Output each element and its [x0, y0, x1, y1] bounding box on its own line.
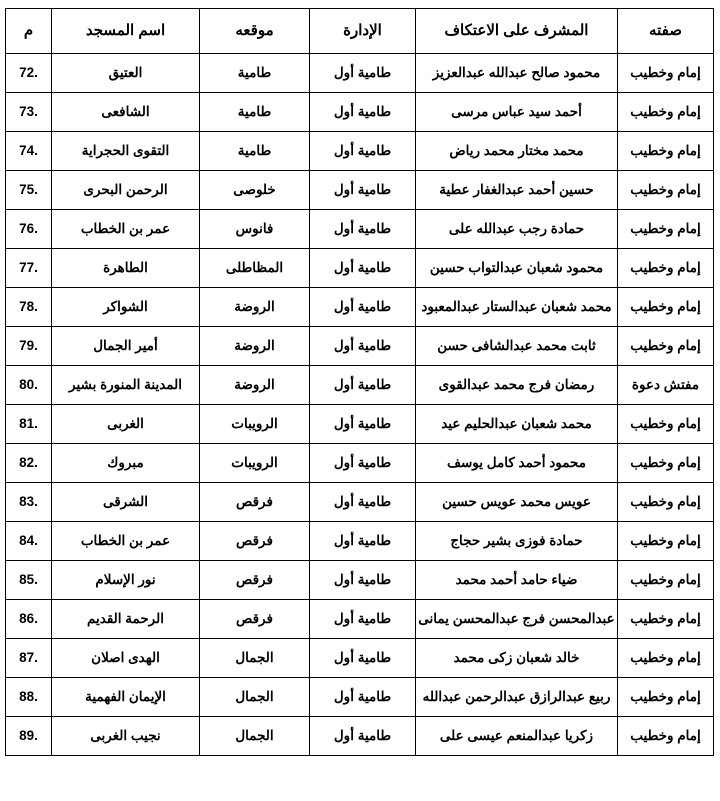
cell-supervisor: ربيع عبدالرازق عبدالرحمن عبدالله [416, 678, 618, 717]
cell-administration: طامية أول [310, 405, 416, 444]
cell-location: طامية [200, 93, 310, 132]
cell-mosque-name: نجيب الغربى [52, 717, 200, 756]
cell-supervisor: محمد مختار محمد رياض [416, 132, 618, 171]
cell-supervisor: أحمد سيد عباس مرسى [416, 93, 618, 132]
cell-location: فرقص [200, 600, 310, 639]
cell-mosque-name: الهدى اصلان [52, 639, 200, 678]
cell-supervisor: رمضان فرج محمد عبدالقوى [416, 366, 618, 405]
table-row [6, 600, 714, 639]
cell-serial: 78. [6, 288, 52, 327]
table-row [6, 522, 714, 561]
table-row [6, 639, 714, 678]
cell-serial: 89. [6, 717, 52, 756]
cell-capacity: إمام وخطيب [618, 249, 714, 288]
cell-mosque-name: عمر بن الخطاب [52, 522, 200, 561]
cell-mosque-name: الرحمن البحرى [52, 171, 200, 210]
cell-mosque-name: الغربى [52, 405, 200, 444]
cell-serial: 74. [6, 132, 52, 171]
cell-serial: 82. [6, 444, 52, 483]
cell-administration: طامية أول [310, 522, 416, 561]
table-header-row [6, 9, 714, 54]
cell-supervisor: محمود صالح عبدالله عبدالعزيز [416, 54, 618, 93]
cell-location: طامية [200, 132, 310, 171]
cell-capacity: إمام وخطيب [618, 444, 714, 483]
cell-location: خلوصى [200, 171, 310, 210]
cell-capacity: إمام وخطيب [618, 639, 714, 678]
cell-supervisor: محمد شعبان عبدالستار عبدالمعبود [416, 288, 618, 327]
cell-supervisor: محمود شعبان عبدالتواب حسين [416, 249, 618, 288]
cell-administration: طامية أول [310, 600, 416, 639]
cell-administration: طامية أول [310, 639, 416, 678]
cell-serial: 73. [6, 93, 52, 132]
cell-capacity: إمام وخطيب [618, 210, 714, 249]
cell-location: الجمال [200, 678, 310, 717]
table-row [6, 132, 714, 171]
table-row [6, 171, 714, 210]
column-header-administration: الإدارة [310, 9, 416, 54]
cell-location: طامية [200, 54, 310, 93]
cell-serial: 75. [6, 171, 52, 210]
cell-administration: طامية أول [310, 288, 416, 327]
cell-location: الجمال [200, 717, 310, 756]
cell-administration: طامية أول [310, 327, 416, 366]
table-row [6, 288, 714, 327]
cell-location: فرقص [200, 483, 310, 522]
cell-serial: 72. [6, 54, 52, 93]
cell-location: الروضة [200, 366, 310, 405]
column-header-serial: م [6, 9, 52, 54]
cell-capacity: إمام وخطيب [618, 483, 714, 522]
table-row [6, 210, 714, 249]
cell-capacity: إمام وخطيب [618, 54, 714, 93]
cell-administration: طامية أول [310, 561, 416, 600]
mosques-table [5, 8, 714, 756]
cell-capacity: إمام وخطيب [618, 600, 714, 639]
cell-capacity: إمام وخطيب [618, 171, 714, 210]
table-row [6, 678, 714, 717]
column-header-supervisor: المشرف على الاعتكاف [416, 9, 618, 54]
cell-supervisor: ثابت محمد عبدالشافى حسن [416, 327, 618, 366]
cell-capacity: إمام وخطيب [618, 522, 714, 561]
cell-serial: 76. [6, 210, 52, 249]
cell-serial: 79. [6, 327, 52, 366]
cell-administration: طامية أول [310, 93, 416, 132]
table-row [6, 405, 714, 444]
cell-location: الرويبات [200, 405, 310, 444]
cell-administration: طامية أول [310, 210, 416, 249]
cell-supervisor: حسين أحمد عبدالغفار عطية [416, 171, 618, 210]
cell-mosque-name: الشرقى [52, 483, 200, 522]
cell-location: المظاطلى [200, 249, 310, 288]
cell-supervisor: خالد شعبان زكى محمد [416, 639, 618, 678]
cell-administration: طامية أول [310, 54, 416, 93]
cell-serial: 86. [6, 600, 52, 639]
table-row [6, 366, 714, 405]
table-body [6, 54, 714, 756]
cell-supervisor: ضياء حامد أحمد محمد [416, 561, 618, 600]
cell-administration: طامية أول [310, 132, 416, 171]
cell-serial: 83. [6, 483, 52, 522]
cell-serial: 87. [6, 639, 52, 678]
cell-serial: 81. [6, 405, 52, 444]
cell-serial: 77. [6, 249, 52, 288]
table-row [6, 93, 714, 132]
cell-location: فرقص [200, 561, 310, 600]
table-row [6, 444, 714, 483]
cell-administration: طامية أول [310, 678, 416, 717]
cell-serial: 88. [6, 678, 52, 717]
cell-location: الرويبات [200, 444, 310, 483]
cell-administration: طامية أول [310, 171, 416, 210]
cell-capacity: إمام وخطيب [618, 678, 714, 717]
cell-mosque-name: أمير الجمال [52, 327, 200, 366]
table-row [6, 483, 714, 522]
cell-mosque-name: الشواكر [52, 288, 200, 327]
table-row [6, 561, 714, 600]
cell-supervisor: عويس محمد عويس حسين [416, 483, 618, 522]
cell-mosque-name: الطاهرة [52, 249, 200, 288]
cell-mosque-name: نور الإسلام [52, 561, 200, 600]
cell-serial: 84. [6, 522, 52, 561]
cell-supervisor: محمد شعبان عبدالحليم عيد [416, 405, 618, 444]
cell-administration: طامية أول [310, 444, 416, 483]
cell-supervisor: حمادة فوزى بشير حجاج [416, 522, 618, 561]
cell-administration: طامية أول [310, 717, 416, 756]
cell-mosque-name: الرحمة القديم [52, 600, 200, 639]
cell-location: الروضة [200, 327, 310, 366]
cell-mosque-name: عمر بن الخطاب [52, 210, 200, 249]
table-row [6, 54, 714, 93]
cell-serial: 85. [6, 561, 52, 600]
table-row [6, 249, 714, 288]
cell-serial: 80. [6, 366, 52, 405]
cell-capacity: إمام وخطيب [618, 132, 714, 171]
cell-capacity: إمام وخطيب [618, 327, 714, 366]
column-header-mosque-name: اسم المسجد [52, 9, 200, 54]
column-header-location: موقعه [200, 9, 310, 54]
cell-location: فرقص [200, 522, 310, 561]
cell-capacity: إمام وخطيب [618, 561, 714, 600]
cell-mosque-name: العتيق [52, 54, 200, 93]
cell-supervisor: عبدالمحسن فرج عبدالمحسن يمانى [416, 600, 618, 639]
cell-capacity: مفتش دعوة [618, 366, 714, 405]
cell-supervisor: حمادة رجب عبدالله على [416, 210, 618, 249]
cell-supervisor: زكريا عبدالمنعم عيسى على [416, 717, 618, 756]
cell-location: الروضة [200, 288, 310, 327]
table-header [6, 9, 714, 54]
cell-location: الجمال [200, 639, 310, 678]
cell-mosque-name: الإيمان الفهمية [52, 678, 200, 717]
table-row [6, 327, 714, 366]
table-row [6, 717, 714, 756]
cell-supervisor: محمود أحمد كامل يوسف [416, 444, 618, 483]
cell-mosque-name: مبروك [52, 444, 200, 483]
cell-administration: طامية أول [310, 366, 416, 405]
column-header-capacity: صفته [618, 9, 714, 54]
cell-administration: طامية أول [310, 249, 416, 288]
cell-mosque-name: الشافعى [52, 93, 200, 132]
cell-location: فانوس [200, 210, 310, 249]
cell-mosque-name: التقوى الحجراية [52, 132, 200, 171]
cell-capacity: إمام وخطيب [618, 288, 714, 327]
cell-capacity: إمام وخطيب [618, 405, 714, 444]
cell-mosque-name: المدينة المنورة بشير [52, 366, 200, 405]
cell-administration: طامية أول [310, 483, 416, 522]
cell-capacity: إمام وخطيب [618, 93, 714, 132]
cell-capacity: إمام وخطيب [618, 717, 714, 756]
